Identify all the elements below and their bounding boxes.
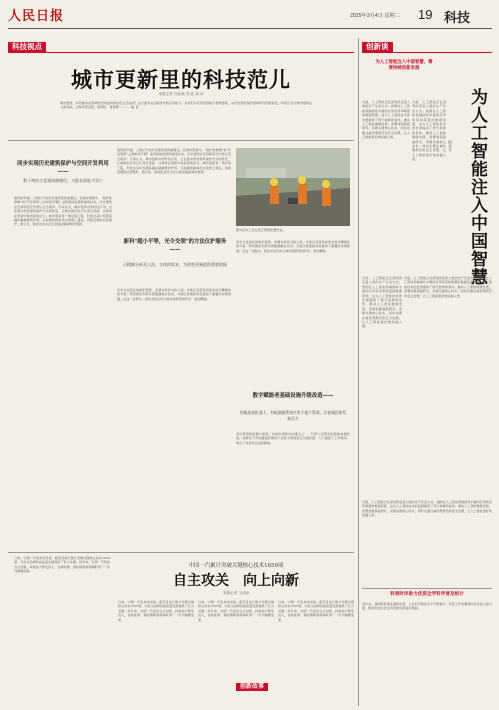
masthead-rule (8, 28, 492, 29)
faw-small-title: 中国一汽累计突破关键核心技术1659项 (188, 563, 284, 569)
column3-body: 历史文化街区的保护更新，需要对街区内的人流、车流以及居民的需求进行精细化的分析。研究团队利用多源数据融合技术，为街区的更新改造提供了重要的决策依据。在这一过程中，新技术的应用让城市更新更加科学、更加精准。 (236, 240, 350, 253)
article3-title: 数字赋能老基础设施升级改造—— (252, 393, 334, 399)
article2-subtitle: 可精细分析及人流、主体的诉求，为改变更新提供重要依据 (123, 262, 227, 267)
news-photo (236, 148, 350, 226)
article2-title: 新科"超小平等，光令交领"的方法仪护服务—— (123, 239, 227, 253)
section-label-keji-shidian: 科技视点 (8, 42, 46, 52)
right-col-b: 当前，人工智能正在深刻改变着人类的生产生活方式。我国在人工智能领域拥有丰富的应用场景和海量的数据资源，这为人工智能技术的发展提供了得天独厚的条件。推动人工智能健康发展，需要加强基础研究，突破关键核心技术，同时也要注重伦理规范和安全治理，让人工智能更好地造福人类。 (412, 100, 446, 162)
workers-photo-illustration (236, 148, 350, 226)
section-name: 科技 (444, 11, 471, 26)
faw-body-col1: 日前，中国一汽发布消息称，截至目前已累计突破关键核心技术1659项，为自主品牌的高质量发展提供了有力支撑。近年来，中国一汽坚持自主创新，持续加大研发投入，在新能源、智能网联等领域取得了一系列重要成果。 (118, 600, 194, 622)
article2-body: 历史文化街区的保护更新，需要对街区内的人流、车流以及居民的需求进行精细化的分析。研究团队利用多源数据融合技术，为街区的更新改造提供了重要的决策依据。在这一过程中，新技术的应用让城市更新更加科学、更加精准。 (117, 288, 231, 301)
main-headline: 城市更新里的科技范儿 (71, 68, 291, 92)
right-lead: 为人工智能注入中国智慧，需要持续创新发展 (375, 60, 433, 71)
section-rule (8, 52, 354, 53)
section-label-chuangxin-tan: 创新谈 (362, 42, 393, 52)
bottom-right-body: 近年来，我国科普事业蓬勃发展，公民科学素质水平不断提升。科普工作需要调动社会各方面力量，推动形成全社会共同参与的良好局面。 (362, 602, 492, 611)
article3-subtitle: 智能巡检机器人、有轨测量系统应用于地下管网，让老城区焕发新活力 (239, 410, 347, 421)
right-divider (362, 588, 492, 589)
vertical-divider (358, 38, 359, 706)
innovation-story-label: 创新故事 (236, 683, 268, 691)
article1-body: 建筑的外墙、上海长宁的历史建筑里的重要在，在城市更新中，"保护性修缮"和"开发利用"之间如何平衡？采用智能监测和建造技术，历史建筑在迁移和回迁中得以安全保护。专家认为，城市更新中的科技应用，正在推动传统建筑保护方式的转变，让城市的历史记忆得以延续，让城市在更新中焕发新的活力。城市更新是一项系统工程，科技在其中发挥着越来越重要的作用。从前期的勘察设计到施工建造，再到后期的运营维护，数字化、智能化技术正在全链条赋能城市更新。 (14, 196, 112, 227)
masthead (0, 0, 499, 32)
article1-subtitle: 数十吨的古老建筑移植后，又能在原址"归位" (23, 178, 103, 183)
date-line: 2025年3月4日 星期二 (350, 13, 400, 19)
right-col-c: 当前，人工智能正在深刻改变着人类的生产生活方式。我国在人工智能领域拥有丰富的应用场景和海量的数据资源，这为人工智能技术的发展提供了得天独厚的条件。推动人工智能健康发展，需要加强基础研究，突破关键核心技术，同时也要注重伦理规范和安全治理，让人工智能更好地造福人类。 (404, 276, 492, 298)
faw-body-col3: 日前，中国一汽发布消息称，截至目前已累计突破关键核心技术1659项，为自主品牌的高质量发展提供了有力支撑。近年来，中国一汽坚持自主创新，持续加大研发投入，在新能源、智能网联等领域取得了一系列重要成果。 (278, 600, 354, 622)
right-section-rule (362, 52, 492, 53)
column2-top: 建筑的外墙、上海长宁的历史建筑里的重要在，在城市更新中，"保护性修缮"和"开发利用"之间如何平衡？采用智能监测和建造技术，历史建筑在迁移和回迁中得以安全保护。专家认为，城市更新中的科技应用，正在推动传统建筑保护方式的转变，让城市的历史记忆得以延续，让城市在更新中焕发新的活力。城市更新是一项系统工程，科技在其中发挥着越来越重要的作用。从前期的勘察设计到施工建造，再到后期的运营维护，数字化、智能化技术正在全链条赋能城市更新。 (117, 148, 231, 175)
right-byline: 杨亚平 (448, 140, 453, 152)
right-headline: 为人工智能注入中国智慧 (467, 88, 487, 286)
lead-paragraph: 城市更新，如何推动完善城市空间结构和优化生活品质？这方面有关注新技术的应用能力。从老旧小区改造到地下管网更新，从历史街区保护到城市设施智能化，科技正在为城市更新注入新动能，让城市更宜居、更韧性、更智慧……——编 者 (60, 101, 312, 110)
bottom-right-title: 科普时评助力优质全学科学普及统计 (390, 592, 464, 597)
section-divider (8, 552, 354, 553)
right-col-a: 当前，人工智能正在深刻改变着人类的生产生活方式。我国在人工智能领域拥有丰富的应用场景和海量的数据资源，这为人工智能技术的发展提供了得天独厚的条件。推动人工智能健康发展，需要加强基础研究，突破关键核心技术，同时也要注重伦理规范和安全治理，让人工智能更好地造福人类。 (362, 100, 410, 140)
faw-byline: 本报记者 王治涛 (222, 591, 250, 595)
photo-caption: 图为技术人员在进行管网检测作业。 (236, 228, 286, 232)
divider (8, 140, 354, 141)
byline: 本报记者 谷业凯 刘 佳 刘 诗 (158, 92, 204, 96)
page-number: 19 (418, 7, 433, 22)
bottom-left-col1: 日前，中国一汽发布消息称，截至目前已累计突破关键核心技术1659项，为自主品牌的高质量发展提供了有力支撑。近年来，中国一汽坚持自主创新，持续加大研发投入，在新能源、智能网联等领域取得了一系列重要成果。 (14, 556, 110, 574)
article1-title: 同步实现历史建筑保护与空间开发利用—— (17, 161, 109, 175)
faw-body-col2: 日前，中国一汽发布消息称，截至目前已累计突破关键核心技术1659项，为自主品牌的高质量发展提供了有力支撑。近年来，中国一汽坚持自主创新，持续加大研发投入，在新能源、智能网联等领域取得了一系列重要成果。 (198, 600, 274, 622)
article3-body: 老旧管网的检测与更新，是城市更新中的难点之一。科研人员研发的智能检测装备，能够在不开挖路面的情况下对地下管网进行全面检测，大大提高了工作效率，减少了对居民生活的影响。 (236, 432, 350, 445)
right-col-e: 当前，人工智能正在深刻改变着人类的生产生活方式。我国在人工智能领域拥有丰富的应用场景和海量的数据资源，这为人工智能技术的发展提供了得天独厚的条件。推动人工智能健康发展，需要加强基础研究，突破关键核心技术，同时也要注重伦理规范和安全治理，让人工智能更好地造福人类。 (362, 500, 492, 518)
newspaper-logo: 人民日报 (8, 9, 65, 24)
faw-big-title: 自主攻关 向上向新 (173, 573, 299, 589)
right-col-d: 当前，人工智能正在深刻改变着人类的生产生活方式。我国在人工智能领域拥有丰富的应用场景和海量的数据资源，这为人工智能技术的发展提供了得天独厚的条件。推动人工智能健康发展，需要加强基础研究，突破关键核心技术，同时也要注重伦理规范和安全治理，让人工智能更好地造福人类。 (362, 276, 402, 329)
